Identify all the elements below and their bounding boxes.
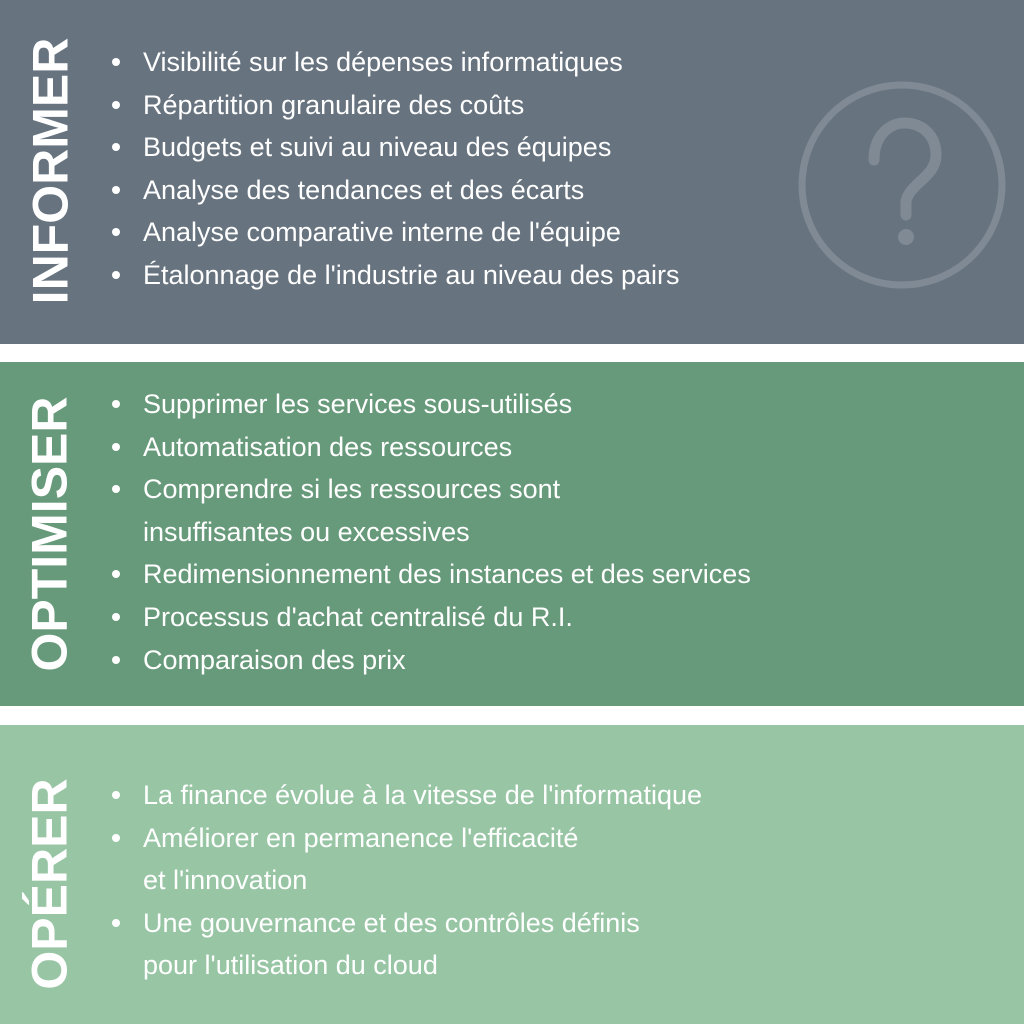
list-item: Visibilité sur les dépenses informatiques [110,41,680,84]
optimiser-panel [0,362,1024,706]
list-item-line: Comprendre si les ressources sont [143,474,561,505]
operer-list [110,774,702,987]
informer-title: INFORMER [22,37,78,305]
list-item [110,902,702,987]
list-item-line: La finance évolue à la vitesse de l'informatique [143,780,702,810]
operer-panel [0,725,1024,1024]
list-item [110,774,702,817]
optimiser-list [110,383,751,681]
list-item-line: Redimensionnement des instances et des services [143,559,751,590]
informer-list [110,41,680,297]
list-item-line-2: et l'innovation [143,865,308,896]
list-item: Analyse comparative interne de l'équipe [110,211,680,254]
optimiser-title: OPTIMISER [22,396,78,672]
list-item [110,596,751,639]
operer-title: OPÉRER [22,778,79,990]
list-item [110,817,702,902]
operer-title-wrap [8,753,92,1015]
optimiser-title-wrap [8,382,92,686]
list-item [110,468,751,553]
list-item [110,383,751,426]
question-mark-circle-icon [792,75,1012,295]
list-item-line: Automatisation des ressources [143,431,513,462]
list-item-line: Améliorer en permanence l'efficacité [143,822,579,853]
informer-panel [0,0,1024,344]
list-item [110,639,751,682]
list-item-line: Processus d'achat centralisé du R.I. [143,601,573,632]
list-item [110,426,751,469]
list-item: Budgets et suivi au niveau des équipes [110,126,680,169]
list-item: Analyse des tendances et des écarts [110,169,680,212]
informer-title-wrap [8,20,92,322]
list-item-line: Comparaison des prix [143,644,406,675]
list-item: Répartition granulaire des coûts [110,84,680,127]
list-item-line: Une gouvernance et des contrôles définis [143,907,640,938]
list-item-line-2: insuffisantes ou excessives [143,516,470,547]
list-item-line: Supprimer les services sous-utilisés [143,389,573,419]
list-item [110,553,751,596]
list-item: Étalonnage de l'industrie au niveau des pairs [110,254,680,297]
list-item-line-2: pour l'utilisation du cloud [143,950,438,981]
